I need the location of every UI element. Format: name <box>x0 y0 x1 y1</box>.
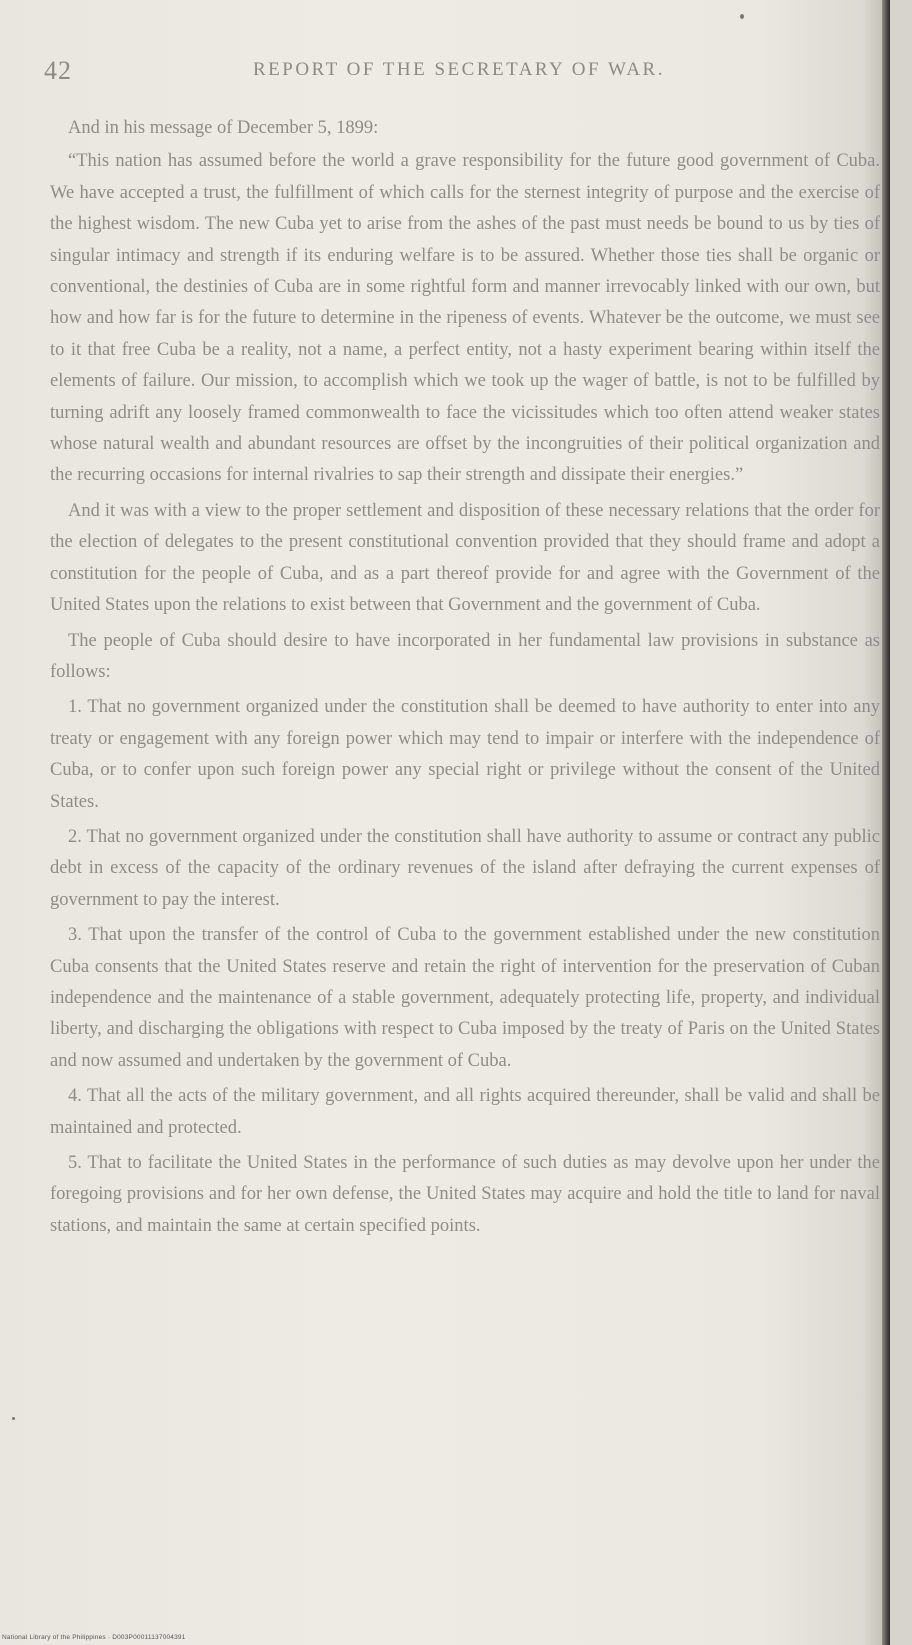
provision-4: 4. That all the acts of the military government, and all rights acquired thereunder, shall be valid and shall be maintained and protected. <box>50 1086 880 1138</box>
page-header <box>44 56 874 90</box>
provision-1: 1. That no government organized under the constitution shall be deemed to have authority to enter into any treaty or engagement with any foreign power which may tend to impair or interfere with the independence of Cuba, or to confer upon such foreign power any special right or privilege without the consent of the United States. <box>50 697 880 812</box>
paragraph-intro: And in his message of December 5, 1899: <box>68 118 379 138</box>
provision-5: 5. That to facilitate the United States in the performance of such duties as may devolve upon her under the foregoing provisions and for her own defense, the United States may acquire and hold the title to land for naval stations, and maintain the same at certain specified points. <box>50 1153 880 1236</box>
scan-credit: National Library of the Philippines · D003P00011137004391 <box>2 1634 186 1641</box>
scan-margin <box>890 0 912 1645</box>
page-speck <box>740 14 744 19</box>
paragraph-quote: “This nation has assumed before the world a grave responsibility for the future good government of Cuba. We have accepted a trust, the fulfillment of which calls for the sternest integrity of purpose and the exercise of the highest wisdom. The new Cuba yet to arise from the ashes of the past must needs be bound to us by ties of singular intimacy and strength if its enduring welfare is to be assured. Whether those ties shall be organic or conventional, the destinies of Cuba are in some rightful form and manner irrevocably linked with our own, but how and how far is for the future to determine in the ripeness of events. Whatever be the outcome, we must see to it that free Cuba be a reality, not a name, a perfect entity, not a hasty experiment bearing within itself the elements of failure. Our mission, to accomplish which we took up the wager of battle, is not to be fulfilled by turning adrift any loosely framed commonwealth to face the vicissitudes which too often attend weaker states whose natural wealth and abundant resources are offset by the incongruities of their political organization and the recurring occasions for internal rivalries to sap their strength and dissipate their energies.” <box>50 151 880 486</box>
page-number: 42 <box>44 56 72 85</box>
provision-2: 2. That no government organized under the constitution shall have authority to assume or contract any public debt in excess of the capacity of the ordinary revenues of the island after defraying the current expenses of government to pay the interest. <box>50 826 880 910</box>
running-title: REPORT OF THE SECRETARY OF WAR. <box>253 59 665 80</box>
provision-3: 3. That upon the transfer of the control of Cuba to the government established under the new constitution Cuba consents that the United States reserve and retain the right of intervention for the preservation of Cuban independence and the maintenance of a stable government, adequately protecting life, property, and individual liberty, and discharging the obligations with respect to Cuba imposed by the treaty of Paris on the United States and now assumed and undertaken by the government of Cuba. <box>50 925 880 1071</box>
binding-edge <box>882 0 890 1645</box>
page-speck <box>12 1417 15 1420</box>
paragraph-provisions-intro: The people of Cuba should desire to have incorporated in her fundamental law provisions in substance as follows: <box>50 630 880 682</box>
body-text <box>50 113 880 1246</box>
paragraph-relations: And it was with a view to the proper settlement and disposition of these necessary relations that the order for the election of delegates to the present constitutional convention provided that they should frame and adopt a constitution for the people of Cuba, and as a part thereof provide for and agree with the Government of the United States upon the relations to exist between that Government and the government of Cuba. <box>50 500 880 616</box>
